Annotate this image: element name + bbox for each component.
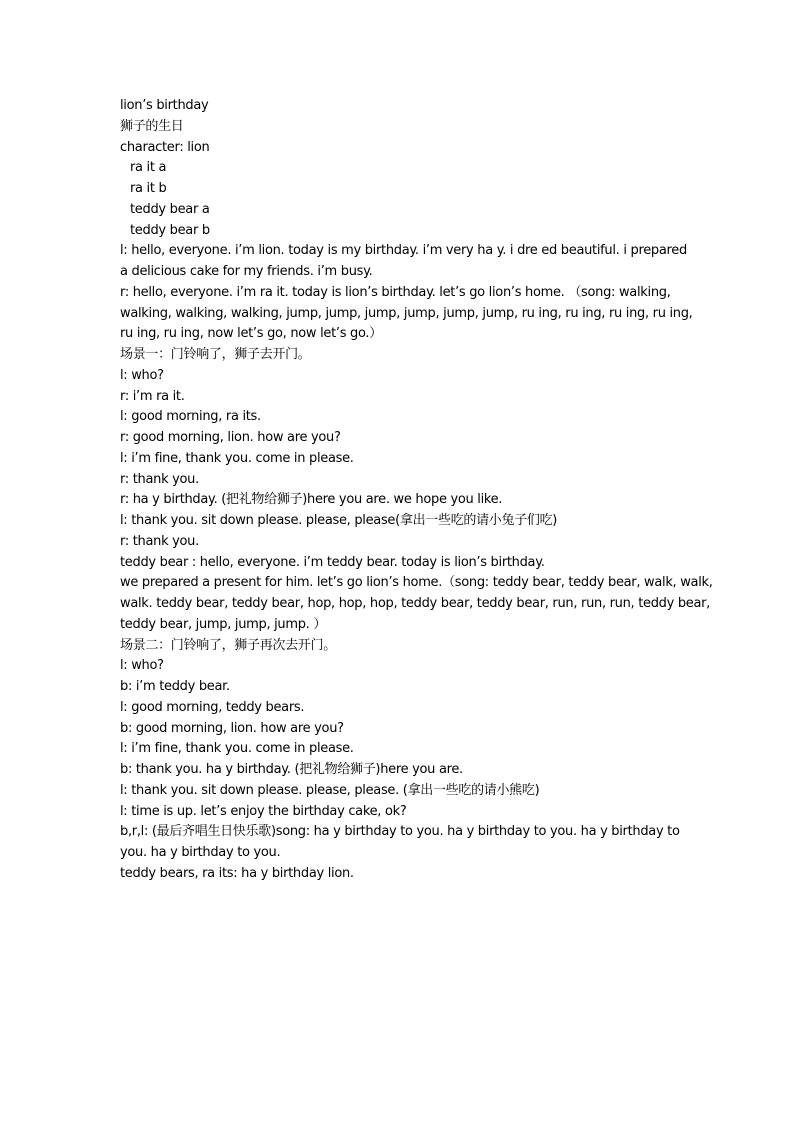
script-line: r: hello, everyone. i’m ra it. today is lion’s birthday. let’s go lion’s home. （song: walking, bbox=[120, 284, 671, 300]
scene-two-heading: 场景二：门铃响了，狮子再次去开门。 bbox=[120, 637, 336, 653]
script-line: l: i’m fine, thank you. come in please. bbox=[120, 741, 354, 757]
script-line: a delicious cake for my friends. i’m busy. bbox=[120, 264, 373, 279]
script-line: r: good morning, lion. how are you? bbox=[120, 430, 341, 445]
script-line: l: i’m fine, thank you. come in please. bbox=[120, 450, 354, 466]
script-line: r: ha y birthday. (把礼物给狮子)here you are. we hope you like. bbox=[120, 492, 503, 508]
script-line: you. ha y birthday to you. bbox=[120, 845, 281, 860]
document-title: lion’s birthday bbox=[120, 98, 209, 113]
scene-one-heading: 场景一：门铃响了，狮子去开门。 bbox=[120, 347, 311, 362]
script-line: b,r,l: (最后齐唱生日快乐歌)song: ha y birthday to you. ha y birthday to you. ha y birthday to bbox=[120, 824, 680, 840]
script-line: teddy bear : hello, everyone. i’m teddy bear. today is lion’s birthday. bbox=[120, 554, 545, 570]
script-line: walking, walking, walking, jump, jump, jump, jump, jump, jump, ru ing, ru ing, ru ing, ru ing, bbox=[120, 305, 693, 321]
script-line: b: thank you. ha y birthday. (把礼物给狮子)here you are. bbox=[120, 762, 463, 777]
script-line: l: who? bbox=[120, 367, 164, 383]
character-rabbit-b: ra it b bbox=[130, 181, 167, 196]
script-line: r: thank you. bbox=[120, 533, 199, 549]
script-line: l: hello, everyone. i’m lion. today is my birthday. i’m very ha y. i dre ed beautiful. i prepared bbox=[120, 243, 687, 259]
script-line: l: time is up. let’s enjoy the birthday cake, ok? bbox=[120, 803, 407, 819]
script-line: walk. teddy bear, teddy bear, hop, hop, hop, teddy bear, teddy bear, run, run, run, teddy bear, bbox=[120, 596, 711, 611]
character-rabbit-a: ra it a bbox=[130, 160, 167, 176]
script-line: l: who? bbox=[120, 658, 164, 674]
script-line: l: thank you. sit down please. please, please(拿出一些吃的请小兔子们吃) bbox=[120, 513, 558, 528]
document-body bbox=[120, 96, 713, 885]
script-line: l: good morning, ra its. bbox=[120, 409, 261, 425]
script-line: l: thank you. sit down please. please, please. (拿出一些吃的请小熊吃) bbox=[120, 782, 540, 798]
script-line: teddy bear, jump, jump, jump. ） bbox=[120, 616, 327, 632]
character-heading: character: lion bbox=[120, 139, 210, 155]
script-line: l: good morning, teddy bears. bbox=[120, 699, 305, 715]
script-line: r: i’m ra it. bbox=[120, 388, 185, 404]
character-teddy-bear-b: teddy bear b bbox=[130, 222, 210, 238]
script-line: ru ing, ru ing, now let’s go, now let’s go.） bbox=[120, 326, 382, 342]
character-teddy-bear-a: teddy bear a bbox=[130, 201, 210, 217]
document-title-chinese: 狮子的生日 bbox=[120, 118, 184, 134]
script-line: teddy bears, ra its: ha y birthday lion. bbox=[120, 865, 354, 881]
script-line: r: thank you. bbox=[120, 471, 199, 487]
script-line: b: good morning, lion. how are you? bbox=[120, 720, 344, 736]
script-line: b: i’m teddy bear. bbox=[120, 679, 230, 694]
script-line: we prepared a present for him. let’s go lion’s home.（song: teddy bear, teddy bear, walk, walk, bbox=[120, 575, 713, 591]
